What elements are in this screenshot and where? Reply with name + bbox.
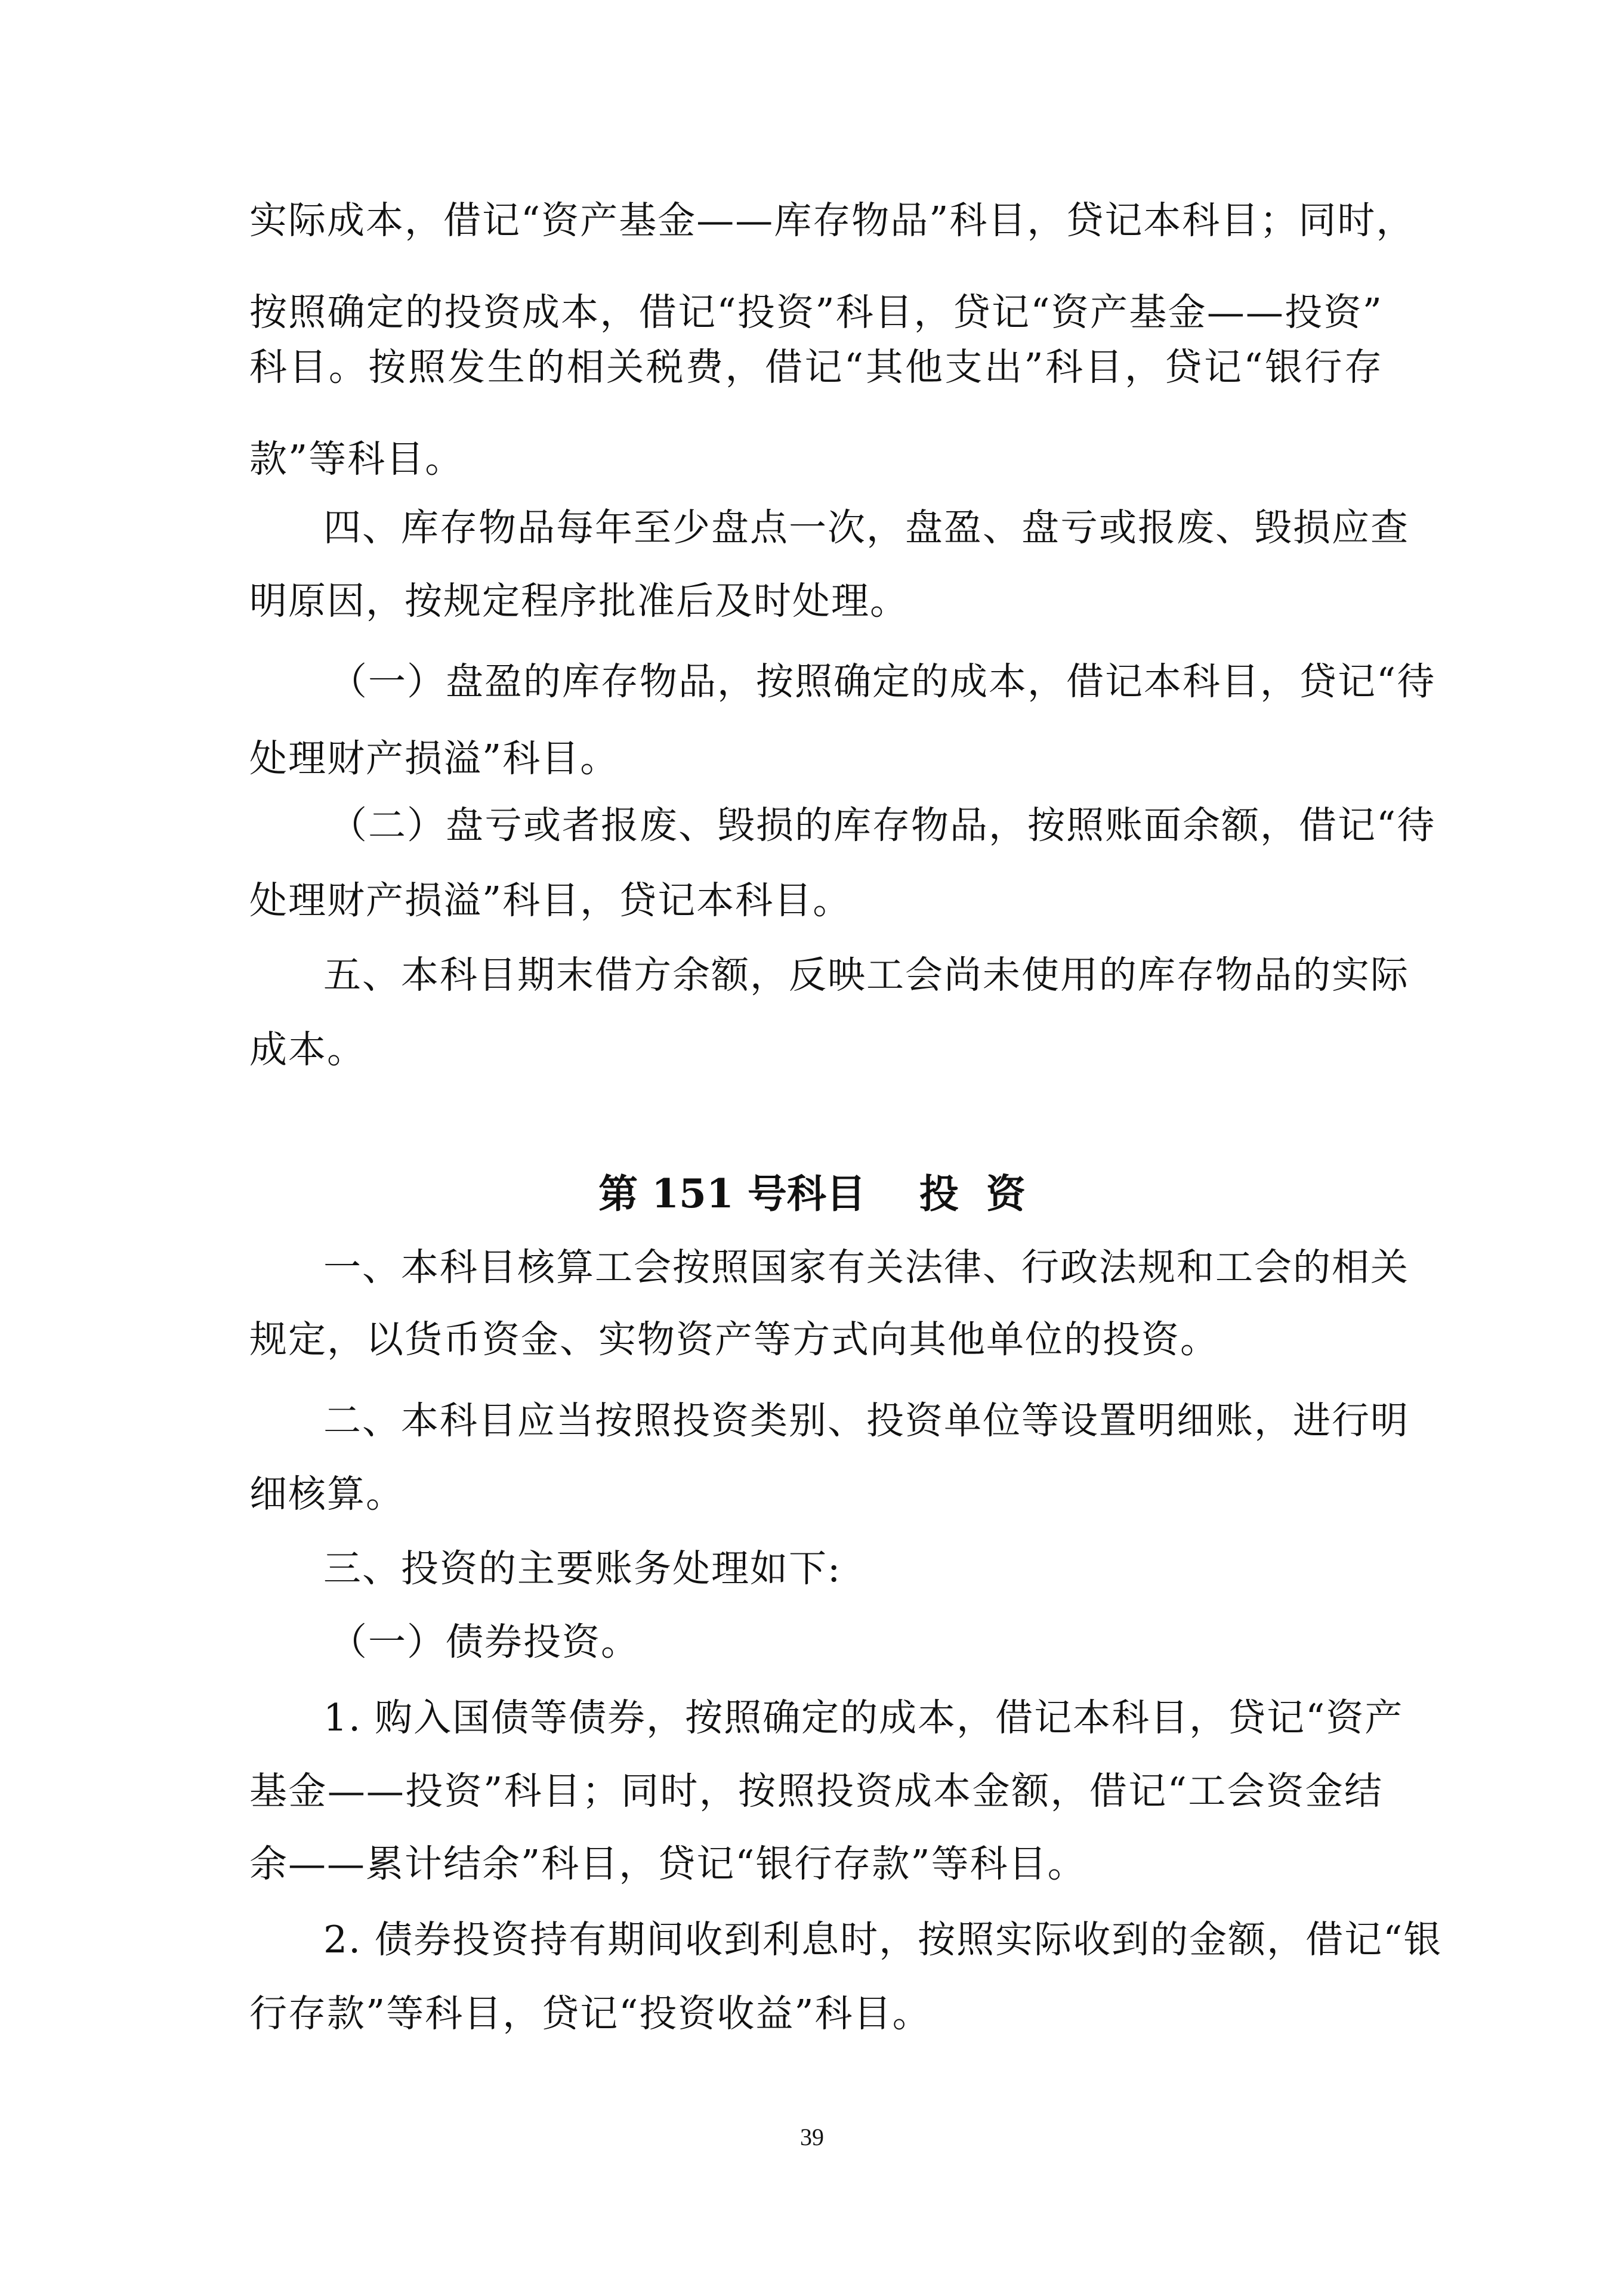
paragraph-line: 1. 购入国债等债券，按照确定的成本，借记本科目，贷记“资产 <box>323 1696 1404 1739</box>
paragraph-line: 三、投资的主要账务处理如下: <box>323 1547 842 1590</box>
section-title: 投 资 <box>919 1170 1026 1217</box>
section-number: 第 151 号科目 <box>598 1170 866 1217</box>
paragraph-line: 一、本科目核算工会按照国家有关法律、行政法规和工会的相关 <box>323 1246 1409 1289</box>
paragraph-line: 2. 债券投资持有期间收到利息时，按照实际收到的金额，借记“银 <box>323 1918 1443 1961</box>
paragraph-line: 细核算。 <box>249 1472 405 1516</box>
paragraph-line: （二）盘亏或者报废、毁损的库存物品，按照账面余额，借记“待 <box>329 804 1436 847</box>
paragraph-line: 基金——投资”科目；同时，按照投资成本金额，借记“工会资金结 <box>249 1769 1383 1813</box>
paragraph-line: 四、库存物品每年至少盘点一次，盘盈、盘亏或报废、毁损应查 <box>323 506 1409 549</box>
paragraph-line: 二、本科目应当按照投资类别、投资单位等设置明细账，进行明 <box>323 1399 1409 1442</box>
paragraph-line: 按照确定的投资成本，借记“投资”科目，贷记“资产基金——投资” <box>249 291 1383 334</box>
paragraph-line: 明原因，按规定程序批准后及时处理。 <box>249 579 909 623</box>
paragraph-line: 款”等科目。 <box>249 437 464 481</box>
paragraph-line: （一）债券投资。 <box>329 1620 640 1664</box>
paragraph-line: 处理财产损溢”科目，贷记本科目。 <box>249 879 852 922</box>
page-number: 39 <box>800 2124 824 2150</box>
paragraph-line: 成本。 <box>249 1028 366 1071</box>
paragraph-line: 处理财产损溢”科目。 <box>249 737 619 780</box>
paragraph-line: 行存款”等科目，贷记“投资收益”科目。 <box>249 1992 931 2035</box>
section-heading <box>0 1170 1624 1217</box>
paragraph-line: 余——累计结余”科目，贷记“银行存款”等科目。 <box>249 1842 1086 1886</box>
paragraph-line: 规定，以货币资金、实物资产等方式向其他单位的投资。 <box>249 1318 1219 1361</box>
paragraph-line: 五、本科目期末借方余额，反映工会尚未使用的库存物品的实际 <box>323 953 1409 997</box>
paragraph-line: （一）盘盈的库存物品，按照确定的成本，借记本科目，贷记“待 <box>329 660 1436 703</box>
paragraph-line: 实际成本，借记“资产基金——库存物品”科目，贷记本科目；同时， <box>249 199 1415 242</box>
paragraph-line: 科目。按照发生的相关税费，借记“其他支出”科目，贷记“银行存 <box>249 345 1383 389</box>
